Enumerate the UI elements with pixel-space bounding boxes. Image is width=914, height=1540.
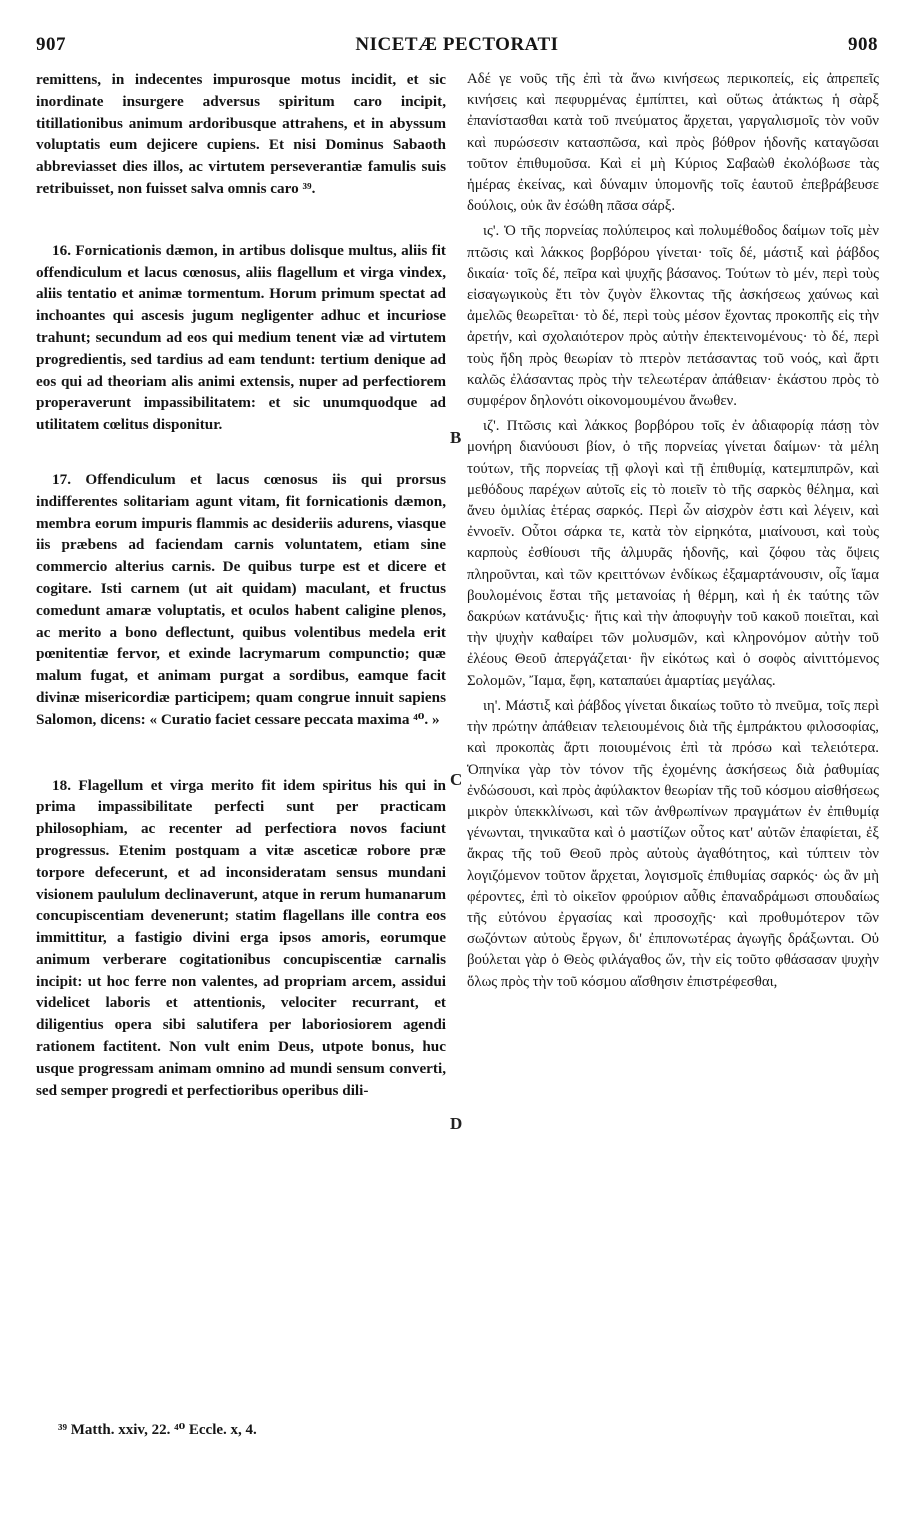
greek-column <box>467 69 879 993</box>
footnotes: ³⁹ Matth. xxiv, 22. ⁴⁰ Eccle. x, 4. <box>58 1422 257 1438</box>
running-title: NICETÆ PECTORATI <box>355 34 559 55</box>
greek-paragraph-15-end: Αδέ γε νοῦς τῆς ἐπὶ τὰ ἄνω κινήσεως περικοπείς, εἰς ἀπρεπεῖς κινήσεις καὶ πεφυρμένας ἐμπίπτει, καὶ οὕτως ἀτάκτως ἡ σὰρξ ἐπανίστασθαι κατὰ τοῦ πνεύματος ἄρχεται, γαργαλισμοῖς τὸν νοῦν καὶ πυρώσεσιν κατασπῶσα, καὶ πρὸς βόθρον ἡδονῆς καταγῶσαι τοῦτον ἐπιθυμοῦσα. Καὶ εἰ μὴ Κύριος Σαβαὼθ ἐκολόβωσε τὰς ἡμέρας ἐκείνας, καὶ δύναμιν ὑπομονῆς τοῖς ἑαυτοῦ ἐπεβράβευσε δούλοις, οὐκ ἂν ἐσώθη πᾶσα σάρξ. <box>467 71 879 215</box>
page-number-right: 908 <box>848 34 878 55</box>
margin-letter-d: D <box>450 1114 463 1133</box>
running-header <box>36 34 878 64</box>
latin-paragraph-17: 17. Offendiculum et lacus cœnosus iis qui prorsus indifferentes solitariam agunt vitam, fit fornicationis dæmon, membra eorum impuris flammis ac desideriis adurens, viasque iis præbens ad faciendam carnis voluntatem, etiam sine commercio alterius carnis. De quibus turpe est et dicere et cogitare. Isti carnem (ut ait quidam) maculant, et fructus comedunt amaræ voluptatis, et oculos habent caligine plenos, ac merito a bono deflectunt, quibus volentibus medela erit pœnitentiæ fervor, et exinde lacrymarum compunctio; quæ malum fugat, et animam purgat a sordibus, eamque facit divinæ misericordiæ participem; quam congrue innuit sapiens Salomon, dicens: « Curatio faciet cessare peccata maxima ⁴⁰. » <box>36 470 446 728</box>
greek-paragraph-17: ιζ'. Πτῶσις καὶ λάκκος βορβόρου τοῖς ἐν ἀδιαφορίᾳ πάσῃ τὸν μονήρη διανύουσι βίον, ὁ τῆς πορνείας γίνεται δαίμων· τὰ μέλη τούτων, τῆς πορνείας τῇ φλογὶ καὶ τῇ ἐπιθυμίᾳ, κατεμπιπρῶν, καὶ μεθόδους παρέχων αὐτοῖς εἰς τὸ ποιεῖν τὸ τῆς σαρκὸς θέλημα, καὶ ἄνευ ὁμιλίας ἑτέρας σαρκός. Περὶ ὧν αἰσχρὸν ἐστι καὶ λέγειν, καὶ ἐννοεῖν. Οὗτοι σάρκα τε, κατὰ τὸν εἰρηκότα, μιαίνουσι, καὶ τοὺς καρποὺς ἐσθίουσι τῆς ἁλμυρᾶς ἡδονῆς, καὶ ζόφου τὰς ὄψεις πληροῦνται, καὶ τῶν κρειττόνων ἐνδίκως ἐξαμαρτάνουσιν, οἷς ἴαμα βουλομένοις ἔσται τῆς μετανοίας ἡ θέρμη, καὶ ἡ ἐκ ταύτης τῶν δακρύων κατάνυξις· ἥτις καὶ τὴν ἀποφυγὴν τοῦ κακοῦ ποιεῖται, καὶ τὴν ψυχὴν καθαίρει τῶν μολυσμῶν, καὶ κληρονόμον αὐτὴν τοῦ ἐλέους Θεοῦ ἀπεργάζεται· ἣν εἰκότως καὶ ὁ σοφὸς αἰνιττόμενος Σολομῶν, Ἴαμα, ἔφη, καταπαύει ἁμαρτίας μεγάλας. <box>467 418 879 689</box>
page-number-left: 907 <box>36 34 66 55</box>
latin-paragraph-16: 16. Fornicationis dæmon, in artibus dolisque multus, aliis fit offendiculum et lacus cœnosus, aliis flagellum et virga vindex, aliis tentatio et animæ tormentum. Horum primum spectat ad inchoantes qui ascesis jugum negligenter adhuc et incuriose trahunt; secundum ad eos qui medium tenent viæ ad virtutem progredientis, sed tardius ad eam tendunt: tertium denique ad eos qui ad theoriam alis animi extensis, nuper ad perfectiorem properaverunt impassibilitatem: et sic unumquodque ad utilitatem cœlitus disponitur. <box>36 241 446 434</box>
latin-paragraph-15-end: remittens, in indecentes impurosque motus incidit, et sic inordinate insurgere adversus spiritum caro incipit, titillationibus animum ardoribusque attrahens, et in abyssum voluptatis eum dejicere cupiens. Et nisi Dominus Sabaoth abbreviasset dies illos, ac virtutem perseverantiæ famulis suis retribuisset, non fuisset salva omnis caro ³⁹. <box>36 71 446 197</box>
latin-paragraph-18: 18. Flagellum et virga merito fit idem spiritus his qui in prima impassibilitate perfecti sunt per practicam philosophiam, ac recenter ad perfectiora novos faciunt progressus. Etenim postquam a vitæ asceticæ robore præ torpore defecerunt, et ad inconsideratam sensus mundani visionem paululum declinaverunt, atque in rerum humanarum concupiscentiam devenerunt; statim flagellans ille contra eos immittitur, a fastigio divini erga ipsos amoris, eorumque animum verberare cogitationibus concupiscentiæ carnalis incipit: ut hoc ferre non valentes, ad propriam arcem, assidui videlicet laboris et attentionis, velociter recurrant, et diligentius opera sibi salutifera per laboriosiorem agendi rationem factitent. Non vult enim Deus, utpote bonus, huc usque progressam animam omnino ad mundi sensum converti, sed semper progredi et perfectioribus operibus dili- <box>36 776 446 1099</box>
greek-paragraph-18: ιη'. Μάστιξ καὶ ῥάβδος γίνεται δικαίως τοῦτο τὸ πνεῦμα, τοῖς περὶ τὴν πρώτην ἀπάθειαν τελειουμένοις διὰ τῆς ἐμπράκτου φιλοσοφίας, καὶ προκοπὰς ἄρτι ποιουμένοις ἐπὶ τὰ πρόσω καὶ τελειότερα. Ὁπηνίκα γὰρ τὸν τόνον τῆς ἐχομένης ἀσκήσεως διὰ ῥαθυμίας ἐνδώσουσι, καὶ πρὸς ἀφύλακτον θεωρίαν τῆς τοῦ κόσμου αἰσθήσεως μικρὸν ὑπεκκλίνωσι, καὶ τῶν ἀνθρωπίνων πραγμάτων ἐν ἐπιθυμίᾳ γένωνται, τηνικαῦτα καὶ ὁ μαστίζων οὗτος κατ' αὐτῶν ἐπαφίεται, ἐξ ἄκρας τῆς τοῦ Θεοῦ πρὸς αὐτοὺς ἀγαθότητος, καὶ τύπτειν τὸν λογιζόμενον τοῦτον ἄρχεται, λογισμοῖς ἐπιθυμίας σαρκός· ὡς ἂν μὴ φέροντες, ἐπὶ τὸ οἰκεῖον φρούριον αὖθις ἐπαναδράμωσι σπουδαίως τῆς εὐτόνου ἐργασίας καὶ προσοχῆς· καὶ προθυμότερον τῶν σωζόντων αὐτοὺς ἔργων, δι' ἐπιπονωτέρας ἀγωγῆς δράξωνται. Οὐ βούλεται γὰρ ὁ Θεὸς φιλάγαθος ὤν, τὴν εἰς τοῦτο φθάσασαν ψυχὴν ὅλως πρὸς τὴν τοῦ κόσμου αἴσθησιν ἐπιστρέφεσθαι, <box>467 697 879 990</box>
greek-paragraph-16: ις'. Ὁ τῆς πορνείας πολύπειρος καὶ πολυμέθοδος δαίμων τοῖς μὲν πτῶσις καὶ λάκκος βορβόρου γίνεται· τοῖς δέ, μάστιξ καὶ ῥάβδος δικαία· τοῖς δέ, πεῖρα καὶ ψυχῆς βάσανος. Τούτων τὸ μέν, περὶ τοὺς εἰσαγωγικοὺς ἔτι τὸν ζυγὸν ἕλκοντας τῆς ἀσκήσεως χαύνως καὶ ἀμελῶς θεωρεῖται· τὸ δέ, περὶ τοὺς μέσον ἔχοντας προκοπῆς εἰς τὴν ἀρετήν, καὶ σχολαιότερον πρὸς αὐτὴν ἐπεκτεινομένους· τὸ δέ, περὶ τοὺς ἤδη πρὸς θεωρίαν τὸ πτερὸν πετάσαντας τοῦ νοός, καὶ ἄρτι καλῶς ἐλάσαντας πρὸς τὴν τελεωτέραν ἀπάθειαν· ἑκάστου πρὸς τὸ συμφέρον δηλονότι οἰκονομουμένου ἄνωθεν. <box>467 223 879 410</box>
latin-column <box>36 69 446 1101</box>
margin-letter-c: C <box>450 770 463 789</box>
margin-letter-b: B <box>450 428 462 447</box>
